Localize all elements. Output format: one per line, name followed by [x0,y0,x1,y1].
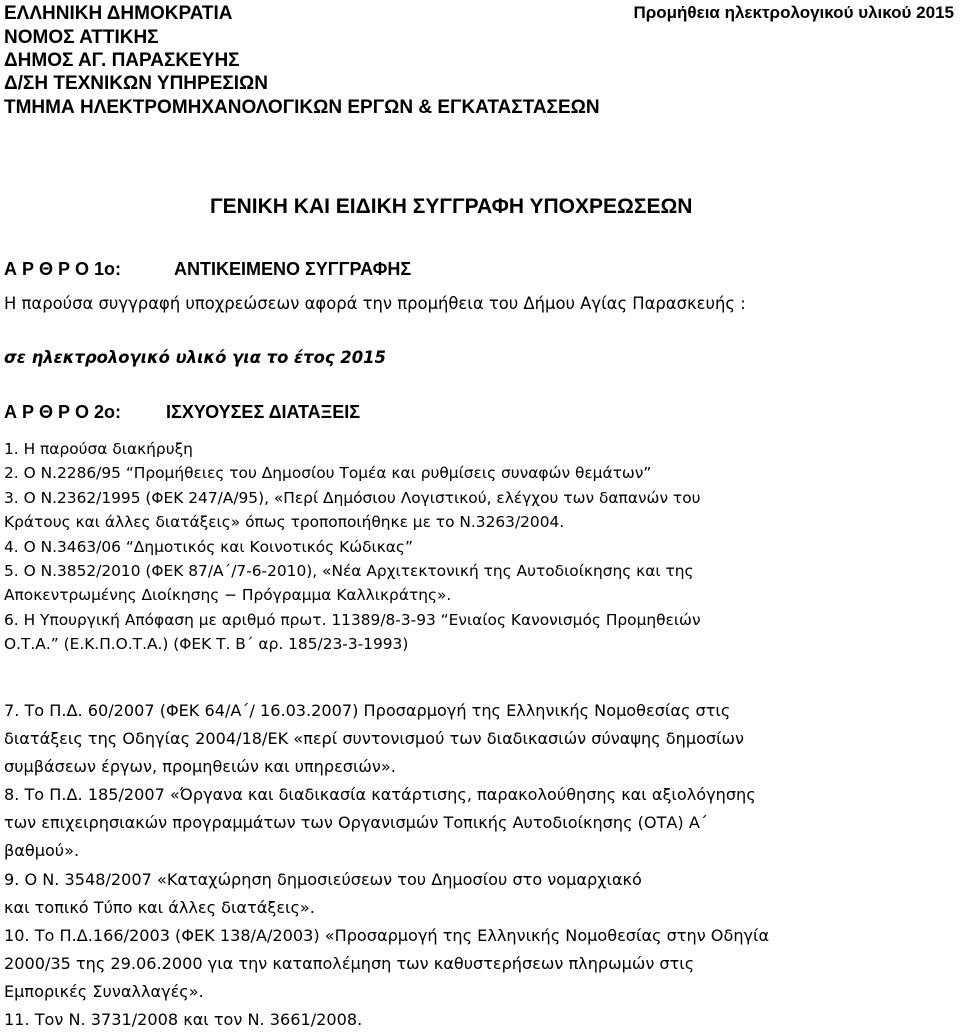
article-1-subject: σε ηλεκτρολογικό υλικό για το έτος 2015 [4,348,386,367]
list-item: 6. Η Υπουργική Απόφαση με αριθμό πρωτ. 11389/8-3-93 “Ενιαίος Κανονισμός Προμηθειών [4,610,701,629]
list-item: 4. Ο Ν.3463/06 “Δημοτικός και Κοινοτικός Κώδικας” [4,537,413,556]
list-item: Αποκεντρωμένης Διοίκησης − Πρόγραμμα Καλλικράτης». [4,586,452,605]
list-item: 2000/35 της 29.06.2000 για την καταπολέμηση των καθυστερήσεων πληρωμών στις [4,953,695,973]
article-1-text: Η παρούσα συγγραφή υποχρεώσεων αφορά την προμήθεια του Δήμου Αγίας Παρασκευής : [4,294,746,313]
list-item: 5. Ο Ν.3852/2010 (ΦΕΚ 87/Α΄/7-6-2010), «Νέα Αρχιτεκτονική της Αυτοδιοίκησης και της [4,562,694,581]
header-line-department: ΤΜΗΜΑ ΗΛΕΚΤΡΟΜΗΧΑΝΟΛΟΓΙΚΩΝ ΕΡΓΩΝ & ΕΓΚΑΤΑΣΤΑΣΕΩΝ [4,97,600,118]
header-line-directorate: Δ/ΣΗ ΤΕΧΝΙΚΩΝ ΥΠΗΡΕΣΙΩΝ [4,73,268,94]
article-1-label: Α Ρ Θ Ρ Ο 1ο: [4,259,122,279]
list-item: Κράτους και άλλες διατάξεις» όπως τροποποιήθηκε με το Ν.3263/2004. [4,513,565,532]
article-2-title: ΙΣΧΥΟΥΣΕΣ ΔΙΑΤΑΞΕΙΣ [166,402,361,422]
list-item: 2. Ο Ν.2286/95 “Προμήθειες του Δημοσίου Τομέα και ρυθμίσεις συναφών θεμάτων” [4,464,652,483]
document-title: ΓΕΝΙΚΗ ΚΑΙ ΕΙΔΙΚΗ ΣΥΓΓΡΑΦΗ ΥΠΟΧΡΕΩΣΕΩΝ [210,195,693,218]
article-1-title: ΑΝΤΙΚΕΙΜΕΝΟ ΣΥΓΓΡΑΦΗΣ [174,259,412,279]
list-item: των επιχειρησιακών προγραμμάτων των Οργανισμών Τοπικής Αυτοδιοίκησης (ΟΤΑ) Α΄ [4,813,708,833]
list-item: Ο.Τ.Α.” (Ε.Κ.Π.Ο.Τ.Α.) (ΦΕΚ Τ. Β΄ αρ. 185/23-3-1993) [4,635,409,654]
header-line-municipality: ΔΗΜΟΣ ΑΓ. ΠΑΡΑΣΚΕΥΗΣ [4,50,240,71]
provisions-list-part-1 [4,437,954,657]
header-line-prefecture: ΝΟΜΟΣ ΑΤΤΙΚΗΣ [4,27,159,48]
list-item: 10. Το Π.Δ.166/2003 (ΦΕΚ 138/Α/2003) «Προσαρμογή της Ελληνικής Νομοθεσίας στην Οδηγία [4,925,770,945]
list-item: 9. Ο Ν. 3548/2007 «Καταχώρηση δημοσιεύσεων του Δημοσίου στο νομαρχιακό [4,869,642,889]
list-item: Εμπορικές Συναλλαγές». [4,981,204,1001]
list-item: 1. Η παρούσα διακήρυξη [4,440,193,458]
list-item: 3. Ο Ν.2362/1995 (ΦΕΚ 247/Α/95), «Περί Δημόσιου Λογιστικού, ελέγχου των δαπανών του [4,488,701,507]
article-2-heading [4,401,360,423]
project-title: Προμήθεια ηλεκτρολογικού υλικού 2015 [633,3,954,22]
list-item: συμβάσεων έργων, προμηθειών και υπηρεσιών». [4,757,396,777]
list-item: διατάξεις της Οδηγίας 2004/18/ΕΚ «περί συντονισμού των διαδικασιών σύναψης δημοσίων [4,729,745,749]
list-item: 11. Τον Ν. 3731/2008 και τον Ν. 3661/2008. [4,1010,363,1030]
header-line-country: ΕΛΛΗΝΙΚΗ ΔΗΜΟΚΡΑΤΙΑ [4,3,233,24]
list-item: 8. Το Π.Δ. 185/2007 «Όργανα και διαδικασία κατάρτισης, παρακολούθησης και αξιολόγησης [4,785,756,805]
list-item: βαθμού». [4,841,80,861]
list-item: και τοπικό Τύπο και άλλες διατάξεις». [4,897,315,917]
article-2-label: Α Ρ Θ Ρ Ο 2ο: [4,402,122,422]
article-1-heading [4,258,411,280]
list-item: 7. Το Π.Δ. 60/2007 (ΦΕΚ 64/Α΄/ 16.03.2007) Προσαρμογή της Ελληνικής Νομοθεσίας στις [4,701,731,720]
provisions-list-part-2 [4,697,954,1034]
